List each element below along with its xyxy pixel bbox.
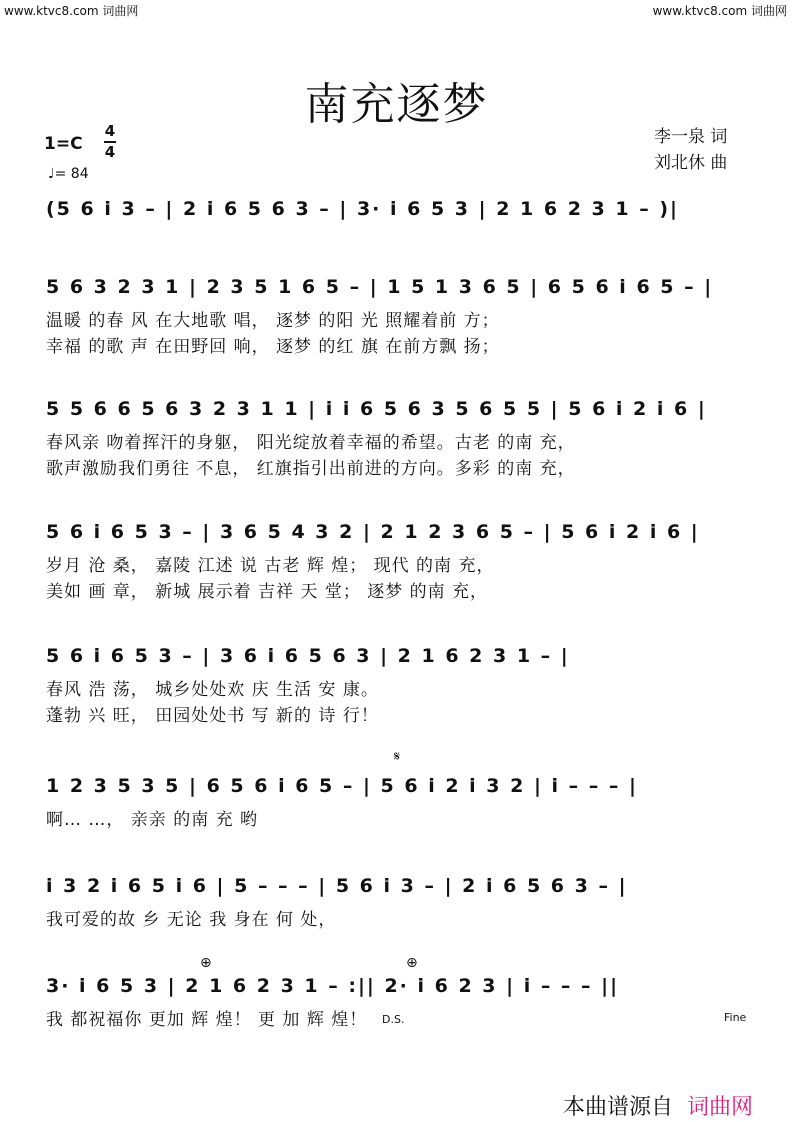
tempo-marking: ♩= 84 xyxy=(48,166,89,182)
source-footer xyxy=(563,1090,753,1121)
lyric-verse-1: 啊… …， 亲亲 的南 充 哟 xyxy=(46,810,259,830)
notes-line: 5 6 i 6 5 3 – | 3 6 i 6 5 6 3 | 2 1 6 2 3 1 – | xyxy=(46,645,570,667)
notes-line: (5 6 i 3 – | 2 i 6 5 6 3 – | 3· i 6 5 3 | 2 1 6 2 3 1 – )| xyxy=(46,198,679,220)
lyric-verse-1: 温暖 的春 风 在大地歌 唱， 逐梦 的阳 光 照耀着前 方； xyxy=(46,311,500,331)
time-signature xyxy=(104,123,116,161)
notes-line: i 3 2 i 6 5 i 6 | 5 – – – | 5 6 i 3 – | 2 i 6 5 6 3 – | xyxy=(46,875,628,897)
key-signature: 1=C xyxy=(44,134,83,154)
time-signature-top: 4 xyxy=(104,122,116,140)
notes-line: 5 6 i 6 5 3 – | 3 6 5 4 3 2 | 2 1 2 3 6 5 – | 5 6 i 2 i 6 | xyxy=(46,521,700,543)
composer: 刘北休 曲 xyxy=(654,153,728,173)
notes-line: 5 5 6 6 5 6 3 2 3 1 1 | i i 6 5 6 3 5 6 5 5 | 5 6 i 2 i 6 | xyxy=(46,398,707,420)
lyric-verse-1: 我 都祝福你 更加 辉 煌！ 更 加 辉 煌！ xyxy=(46,1010,368,1030)
source-brand: 词曲网 xyxy=(687,1095,754,1120)
lyric-verse-2: 蓬勃 兴 旺， 田园处处书 写 新的 诗 行！ xyxy=(46,706,379,726)
watermark-right: www.ktvc8.com 词曲网 xyxy=(652,4,787,18)
segno-icon: 𝄋 xyxy=(394,749,401,765)
notes-line: 1 2 3 5 3 5 | 6 5 6 i 6 5 – | 5 6 i 2 i 3 2 | i – – – | xyxy=(46,775,638,797)
notes-line: 3· i 6 5 3 | 2 1 6 2 3 1 – :|| 2· i 6 2 3 | i – – – || xyxy=(46,975,620,997)
lyric-verse-1: 岁月 沧 桑， 嘉陵 江述 说 古老 辉 煌； 现代 的南 充， xyxy=(46,556,495,576)
lyric-verse-2: 幸福 的歌 声 在田野回 响， 逐梦 的红 旗 在前方飘 扬； xyxy=(46,337,500,357)
fine-mark: Fine xyxy=(724,1011,747,1024)
lyric-verse-1: 春风亲 吻着挥汗的身躯， 阳光绽放着幸福的希望。古老 的南 充， xyxy=(46,433,576,453)
coda-icon: ⊕ xyxy=(200,955,212,971)
dal-segno-mark: D.S. xyxy=(382,1013,405,1026)
watermark-left: www.ktvc8.com 词曲网 xyxy=(4,4,139,18)
notes-line: 5 6 3 2 3 1 | 2 3 5 1 6 5 – | 1 5 1 3 6 5 | 6 5 6 i 6 5 – | xyxy=(46,276,714,298)
credits xyxy=(654,124,727,176)
lyricist: 李一泉 词 xyxy=(654,127,728,147)
lyric-verse-1: 我可爱的故 乡 无论 我 身在 何 处， xyxy=(46,910,337,930)
lyric-verse-1: 春风 浩 荡， 城乡处处欢 庆 生活 安 康。 xyxy=(46,680,379,700)
lyric-verse-2: 美如 画 章， 新城 展示着 吉祥 天 堂； 逐梦 的南 充， xyxy=(46,582,489,602)
coda-icon: ⊕ xyxy=(406,955,418,971)
lyric-verse-2: 歌声激励我们勇往 不息， 红旗指引出前进的方向。多彩 的南 充， xyxy=(46,459,576,479)
time-signature-bottom: 4 xyxy=(104,143,116,161)
song-title: 南充逐梦 xyxy=(304,79,489,130)
source-text: 本曲谱源自 xyxy=(563,1095,674,1120)
